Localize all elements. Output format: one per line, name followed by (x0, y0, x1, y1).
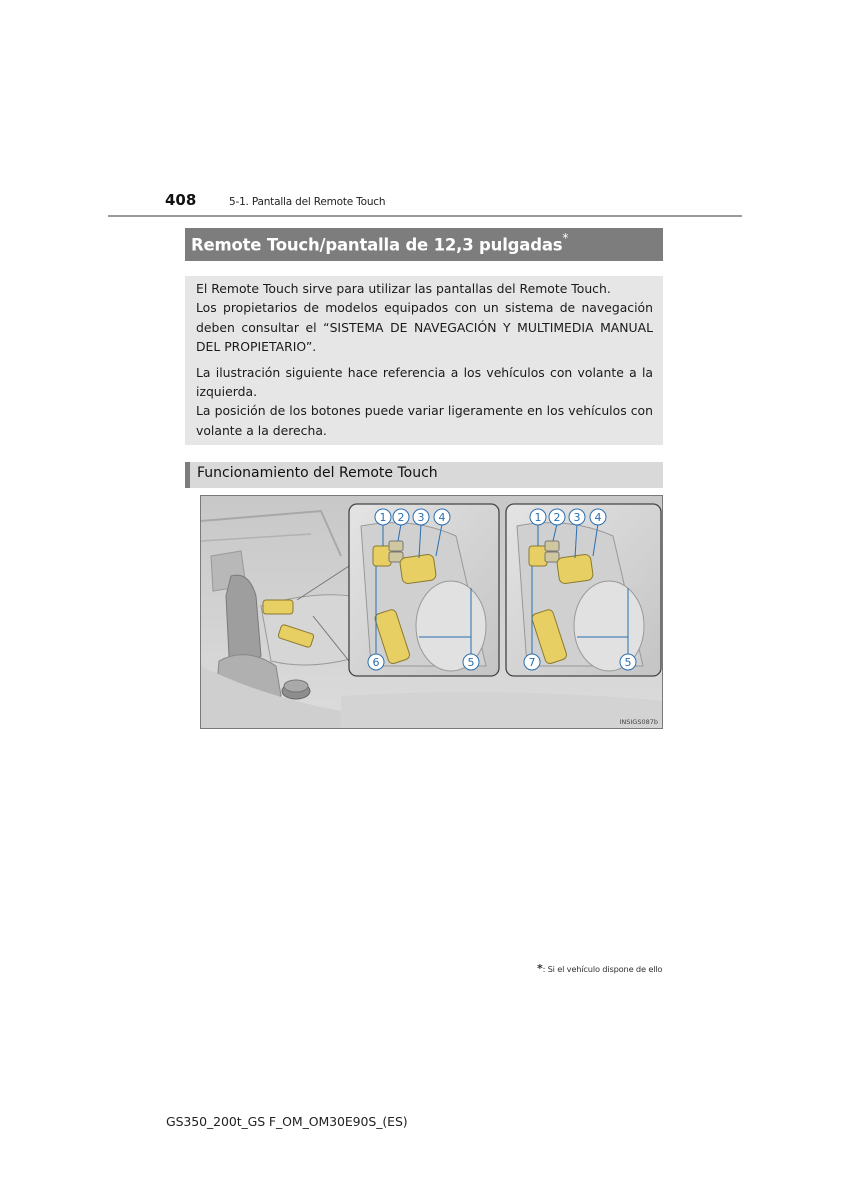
footnote-marker: * (537, 962, 543, 975)
callout-left-1: 1 (379, 511, 387, 524)
intro-paragraph-3: La ilustración siguiente hace referencia a los vehículos con volante a la izquierda. (196, 364, 653, 400)
availability-marker: * (562, 231, 569, 245)
subsection-bar (185, 462, 663, 488)
callout-right-3: 3 (573, 511, 581, 524)
callout-right-2: 2 (553, 511, 561, 524)
callout-right-4: 4 (594, 511, 602, 524)
callout-left-6: 6 (372, 656, 380, 669)
document-id: GS350_200t_GS F_OM_OM30E90S_(ES) (166, 1114, 408, 1129)
header-rule (108, 215, 742, 217)
figure-code: INSIGS087b (619, 718, 658, 726)
touch-pad-left (399, 554, 436, 584)
callout-left-2: 2 (397, 511, 405, 524)
intro-paragraph-1: El Remote Touch sirve para utilizar las pantallas del Remote Touch. (196, 281, 611, 296)
footnote (537, 962, 662, 975)
console-illustration (201, 496, 663, 729)
callout-right-5: 5 (624, 656, 632, 669)
section-title: Remote Touch/pantalla de 12,3 pulgadas (191, 235, 563, 255)
callout-right-1: 1 (534, 511, 542, 524)
page-number: 408 (165, 191, 197, 209)
intro-paragraph-4: La posición de los botones puede variar ligeramente en los vehículos con volante a la derecha. (196, 403, 653, 438)
small-highlight-buttons (263, 600, 293, 614)
footnote-text: : Si el vehículo dispone de ello (542, 964, 663, 974)
intro-paragraph-2: Los propietarios de modelos equipados con un sistema de navegación deben consultar el “SISTEMA DE NAVEGACIÓN Y MULTIMEDIA MANUAL DEL PROPIETARIO”. (196, 300, 653, 355)
callout-left-5: 5 (467, 656, 475, 669)
subsection-title: Funcionamiento del Remote Touch (197, 465, 438, 481)
touch-pad-right (556, 554, 593, 584)
callout-right-7: 7 (528, 656, 536, 669)
section-title-bar (185, 228, 663, 261)
intro-box (185, 276, 663, 445)
running-header: 5-1. Pantalla del Remote Touch (229, 196, 386, 208)
callout-left-4: 4 (438, 511, 446, 524)
callout-left-3: 3 (417, 511, 425, 524)
remote-touch-figure (200, 495, 663, 729)
